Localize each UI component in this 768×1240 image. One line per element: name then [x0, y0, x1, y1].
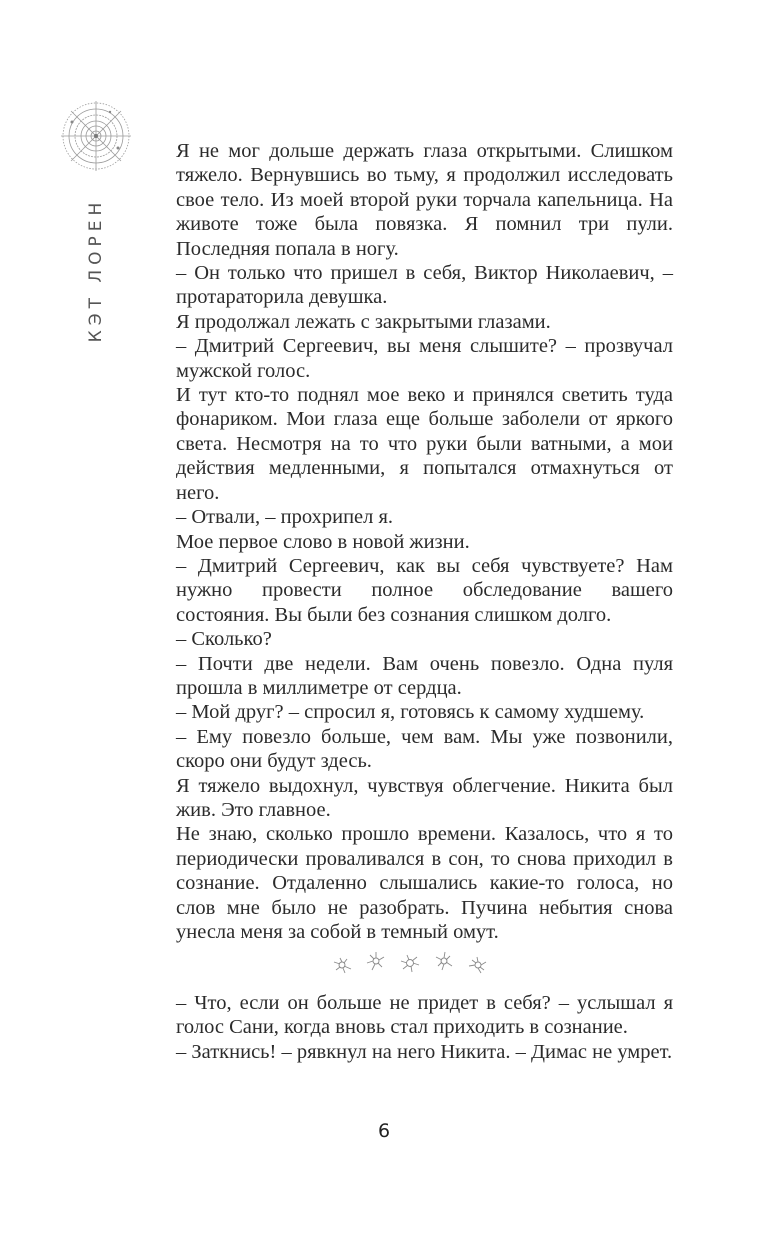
paragraph: Я не мог дольше держать глаза открытыми. Слишком тяжело. Вернувшись во тьму, я продолжил исследовать свое тело. Из моей второй руки торчала капельница. На животе тоже была повязка. Я помнил три пули. Последняя попала в ногу.	[176, 140, 673, 260]
paragraph: – Заткнись! – рявкнул на него Никита. – Димас не умрет.	[176, 1040, 673, 1063]
paragraph: – Почти две недели. Вам очень повезло. Одна пуля прошла в миллиметре от сердца.	[176, 652, 673, 699]
body-text	[176, 139, 673, 944]
paragraph: – Сколько?	[176, 628, 272, 651]
paragraph: – Мой друг? – спросил я, готовясь к самому худшему.	[176, 701, 645, 724]
compass-ornament-icon	[60, 100, 132, 172]
paragraph: Мое первое слово в новой жизни.	[176, 530, 470, 553]
paragraph: Я продолжал лежать с закрытыми глазами.	[176, 310, 551, 333]
paragraph: – Отвали, – прохрипел я.	[176, 506, 394, 529]
paragraph: – Дмитрий Сергеевич, вы меня слышите? – прозвучал мужской голос.	[176, 335, 673, 382]
paragraph: – Что, если он больше не придет в себя? – услышал я голос Сани, когда вновь стал приходить в сознание.	[176, 992, 673, 1039]
body-text-continued	[176, 991, 673, 1064]
paragraph: Я тяжело выдохнул, чувствуя облегчение. Никита был жив. Это главное.	[176, 774, 673, 821]
paragraph: – Он только что пришел в себя, Виктор Николаевич, – протараторила девушка.	[176, 262, 673, 309]
paragraph: – Дмитрий Сергеевич, как вы себя чувствуете? Нам нужно провести полное обследование вашего состояния. Вы были без сознания слишком долго.	[176, 554, 673, 626]
bullet-holes-separator-icon	[328, 947, 496, 979]
paragraph: – Ему повезло больше, чем вам. Мы уже позвонили, скоро они будут здесь.	[176, 725, 673, 773]
paragraph: И тут кто-то поднял мое веко и принялся светить туда фонариком. Мои глаза еще больше заболели от яркого света. Несмотря на то что руки были ватными, а мои действия медленными, я попытался отмахнуться от него.	[176, 384, 673, 504]
paragraph: Не знаю, сколько прошло времени. Казалось, что я то периодически проваливался в сон, то снова приходил в сознание. Отдаленно слышались какие-то голоса, но слов мне было не разобрать. Пучина небытия снова унесла меня за собой в темный омут.	[176, 823, 673, 943]
page-number: 6	[377, 1120, 391, 1142]
running-head: КЭТ ЛОРЕН	[86, 197, 106, 343]
